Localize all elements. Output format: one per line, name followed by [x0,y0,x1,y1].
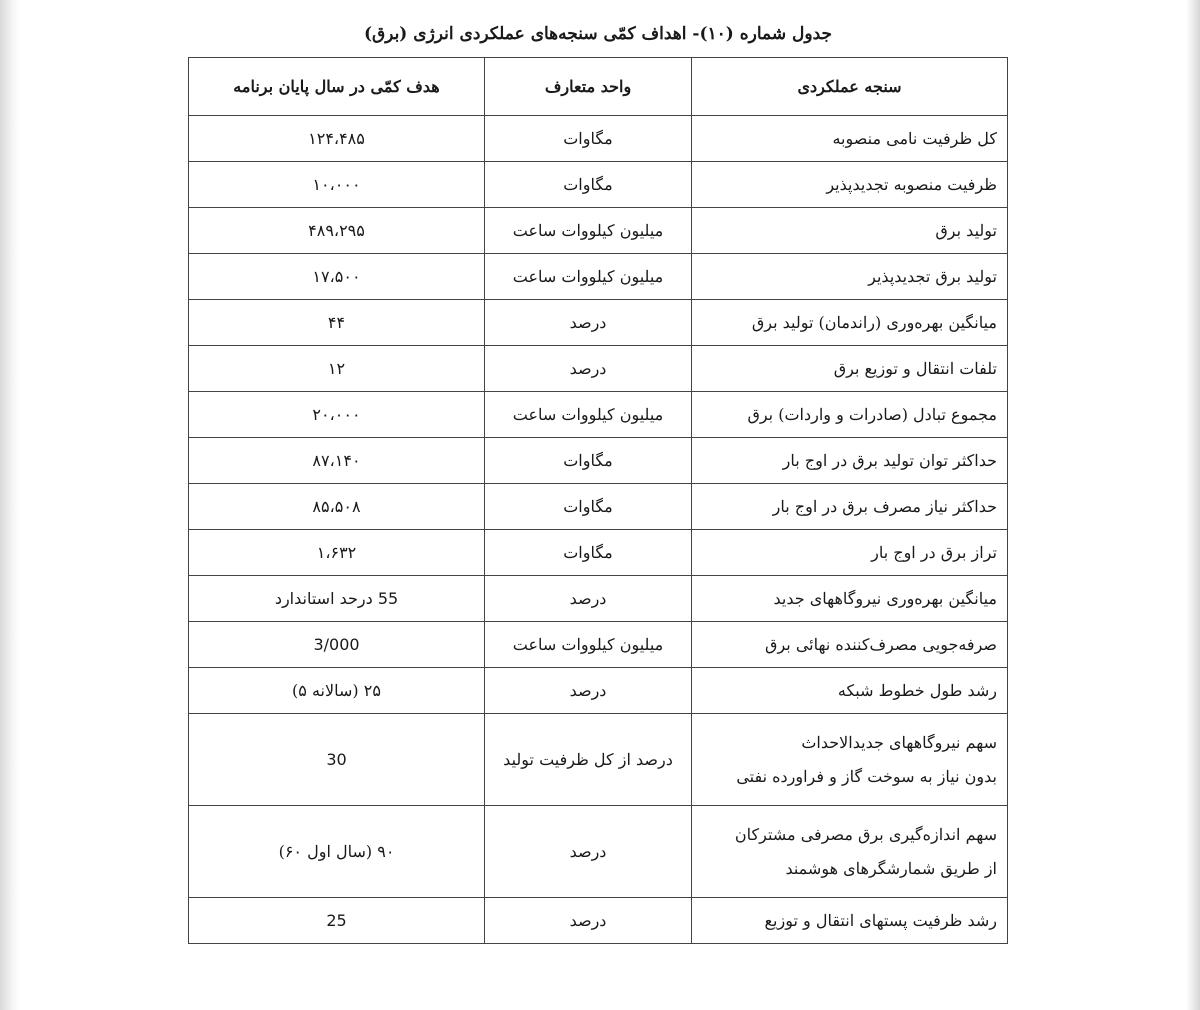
target-cell: ۲۰،۰۰۰ [189,392,485,438]
metric-cell [692,806,1008,898]
metric-cell: ظرفیت منصوبه تجدیدپذیر [692,162,1008,208]
metric-cell: تولید برق تجدیدپذیر [692,254,1008,300]
unit-cell: درصد [485,898,692,944]
table-row [189,208,1008,254]
metric-line: سهم اندازه‌گیری برق مصرفی مشترکان [734,824,997,844]
table-row [189,484,1008,530]
metric-cell: حداکثر توان تولید برق در اوج بار [692,438,1008,484]
unit-cell: درصد [485,346,692,392]
target-cell: ۲۵ (سالانه ۵) [189,668,485,714]
table-title: جدول شماره (۱۰)- اهداف کمّی سنجه‌های عملکردی انرژی (برق) [363,24,833,44]
unit-cell: مگاوات [485,530,692,576]
table-row [189,392,1008,438]
metric-cell: تراز برق در اوج بار [692,530,1008,576]
target-cell: ۴۴ [189,300,485,346]
table-row [189,438,1008,484]
unit-cell: مگاوات [485,484,692,530]
target-cell: ۱،۶۳۲ [189,530,485,576]
unit-cell: میلیون کیلووات ساعت [485,254,692,300]
target-cell: 3/000 [189,622,485,668]
target-cell: ۱۲۴،۴۸۵ [189,116,485,162]
header-target: هدف کمّی در سال پایان برنامه [189,58,485,116]
target-cell: ۸۷،۱۴۰ [189,438,485,484]
metric-cell: میانگین بهره‌وری (راندمان) تولید برق [692,300,1008,346]
table-row [189,622,1008,668]
target-cell: ۱۲ [189,346,485,392]
metric-cell: میانگین بهره‌وری نیروگاههای جدید [692,576,1008,622]
table-row [189,714,1008,806]
metric-cell: صرفه‌جویی مصرف‌کننده نهائی برق [692,622,1008,668]
table-row [189,576,1008,622]
target-cell: 25 [189,898,485,944]
header-metric: سنجه عملکردی [692,58,1008,116]
metric-cell: رشد ظرفیت پستهای انتقال و توزیع [692,898,1008,944]
header-unit: واحد متعارف [485,58,692,116]
target-cell: ۸۵،۵۰۸ [189,484,485,530]
unit-cell: درصد [485,576,692,622]
table-row [189,162,1008,208]
metric-cell: کل ظرفیت نامی منصوبه [692,116,1008,162]
unit-cell: میلیون کیلووات ساعت [485,622,692,668]
unit-cell: مگاوات [485,116,692,162]
metric-line: سهم نیروگاههای جدیدالاحداث [801,732,997,752]
metric-line: از طریق شمارشگرهای هوشمند [785,858,997,878]
table-row [189,254,1008,300]
unit-cell: درصد [485,300,692,346]
target-cell: ۹۰ (سال اول ۶۰) [189,806,485,898]
unit-cell: درصد [485,806,692,898]
target-cell: 30 [189,714,485,806]
metric-cell [692,714,1008,806]
unit-cell: میلیون کیلووات ساعت [485,208,692,254]
metric-cell: تلفات انتقال و توزیع برق [692,346,1008,392]
table-row [189,530,1008,576]
metric-cell: رشد طول خطوط شبکه [692,668,1008,714]
page-edge-shadow-left [0,0,20,1010]
table-row [189,346,1008,392]
unit-cell: میلیون کیلووات ساعت [485,392,692,438]
metric-cell: حداکثر نیاز مصرف برق در اوج بار [692,484,1008,530]
metric-cell: مجموع تبادل (صادرات و واردات) برق [692,392,1008,438]
unit-cell: درصد [485,668,692,714]
performance-metrics-table [188,57,1008,944]
unit-cell: مگاوات [485,438,692,484]
target-cell: ۴۸۹،۲۹۵ [189,208,485,254]
target-cell: 55 درحد استاندارد [189,576,485,622]
metric-cell: تولید برق [692,208,1008,254]
table-row [189,668,1008,714]
target-cell: ۱۰،۰۰۰ [189,162,485,208]
metric-line: بدون نیاز به سوخت گاز و فراورده نفتی [736,766,997,786]
table-row [189,116,1008,162]
unit-cell: درصد از کل ظرفیت تولید [485,714,692,806]
table-row [189,898,1008,944]
target-cell: ۱۷،۵۰۰ [189,254,485,300]
table-header-row [189,58,1008,116]
table-row [189,806,1008,898]
page-edge-shadow-right [1186,0,1200,1010]
table-row [189,300,1008,346]
unit-cell: مگاوات [485,162,692,208]
